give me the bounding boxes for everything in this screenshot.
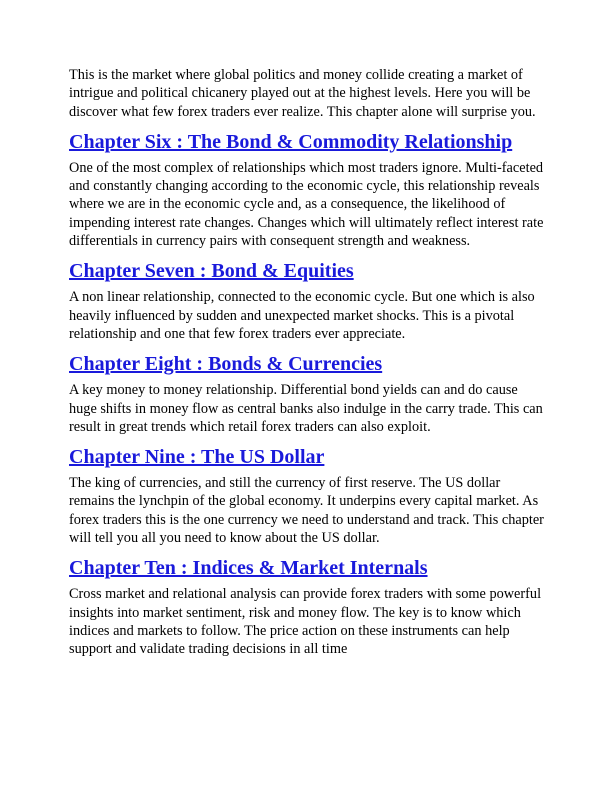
chapter-eight-body: A key money to money relationship. Differential bond yields can and do cause huge shifts in money flow as central banks also indulge in the carry trade. This can result in great trends which retail forex traders can also exploit.	[69, 382, 543, 435]
chapter-six-body: One of the most complex of relationships which most traders ignore. Multi-faceted and constantly changing according to the economic cycle, this relationship reveals where we are in the economic cycle and, as a consequence, the likelihood of impending interest rate changes. Changes which will ultimately reflect interest rate differentials in currency pairs with consequent strength and weakness.	[69, 159, 544, 250]
chapter-seven-body: A non linear relationship, connected to the economic cycle. But one which is also heavily influenced by sudden and unexpected market shocks. This is a pivotal relationship and one that few forex traders ever appreciate.	[69, 289, 535, 342]
chapter-seven-heading-link[interactable]: Chapter Seven : Bond & Equities	[69, 260, 354, 283]
intro-paragraph: This is the market where global politics and money collide creating a market of intrigue and political chicanery played out at the highest levels. Here you will be discover what few forex traders ever realize. This chapter alone will surprise you.	[69, 67, 536, 120]
chapter-ten-body: Cross market and relational analysis can provide forex traders with some powerful insights into market sentiment, risk and money flow. The key is to know which indices and markets to follow. The price action on these instruments can help support and validate trading decisions in all time	[69, 586, 542, 658]
chapter-nine-heading-link[interactable]: Chapter Nine : The US Dollar	[69, 446, 325, 469]
chapter-six-heading-link[interactable]: Chapter Six : The Bond & Commodity Relationship	[69, 130, 513, 153]
chapter-nine-body: The king of currencies, and still the currency of first reserve. The US dollar remains the lynchpin of the global economy. It underpins every capital market. As forex traders this is the one currency we need to understand and track. This chapter will tell you all you need to know about the US dollar.	[69, 475, 544, 547]
chapter-ten-heading-link[interactable]: Chapter Ten : Indices & Market Internals	[69, 557, 428, 580]
document-page	[69, 66, 545, 659]
chapter-eight-heading-link[interactable]: Chapter Eight : Bonds & Currencies	[69, 353, 383, 376]
